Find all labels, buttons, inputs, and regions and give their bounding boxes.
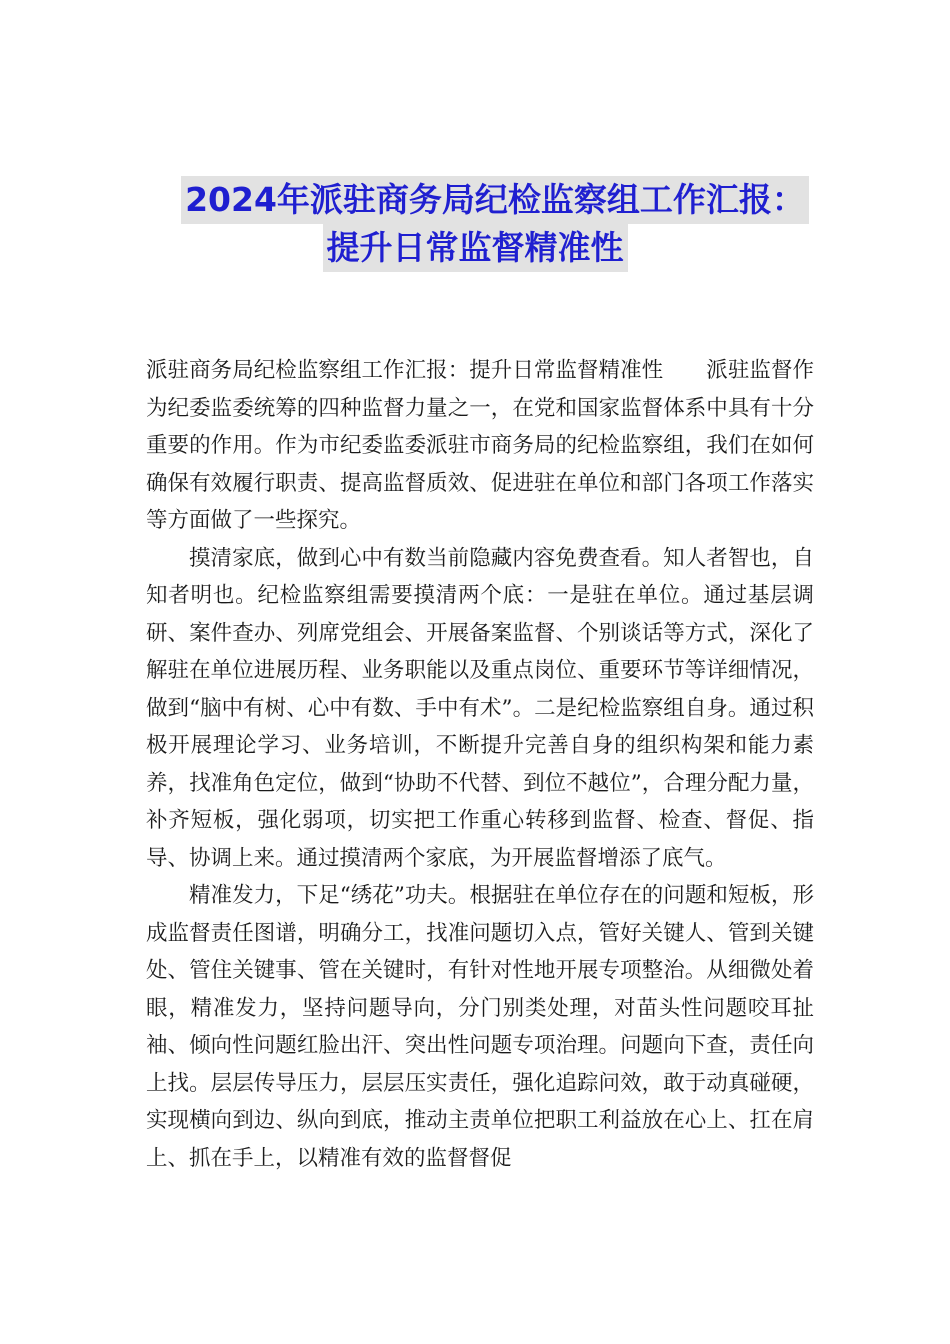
document-title [0, 176, 950, 272]
document-body [146, 352, 814, 1177]
paragraph-intro: 派驻商务局纪检监察组工作汇报：提升日常监督精准性 派驻监督作为纪委监委统筹的四种监督力量之一，在党和国家监督体系中具有十分重要的作用。作为市纪委监委派驻市商务局的纪检监察组，我们在如何确保有效履行职责、提高监督质效、促进驻在单位和部门各项工作落实等方面做了一些探究。 [146, 358, 814, 533]
title-line-2: 提升日常监督精准性 [323, 224, 628, 272]
title-line-1: 2024年派驻商务局纪检监察组工作汇报： [181, 176, 809, 224]
paragraph-section-1: 摸清家底，做到心中有数当前隐藏内容免费查看。知人者智也，自知者明也。纪检监察组需要摸清两个底：一是驻在单位。通过基层调研、案件查办、列席党组会、开展备案监督、个别谈话等方式，深化了解驻在单位进展历程、业务职能以及重点岗位、重要环节等详细情况，做到“脑中有树、心中有数、手中有术”。二是纪检监察组自身。通过积极开展理论学习、业务培训，不断提升完善自身的组织构架和能力素养，找准角色定位，做到“协助不代替、到位不越位”，合理分配力量，补齐短板，强化弱项，切实把工作重心转移到监督、检查、督促、指导、协调上来。通过摸清两个家底，为开展监督增添了底气。 [146, 545, 814, 871]
paragraph-section-2: 精准发力，下足“绣花”功夫。根据驻在单位存在的问题和短板，形成监督责任图谱，明确分工，找准问题切入点，管好关键人、管到关键处、管住关键事、管在关键时，有针对性地开展专项整治。从细微处着眼，精准发力，坚持问题导向，分门别类处理，对苗头性问题咬耳扯袖、倾向性问题红脸出汗、突出性问题专项治理。问题向下查，责任向上找。层层传导压力，层层压实责任，强化追踪问效，敢于动真碰硬，实现横向到边、纵向到底，推动主责单位把职工利益放在心上、扛在肩上、抓在手上，以精准有效的监督督促 [146, 883, 814, 1171]
